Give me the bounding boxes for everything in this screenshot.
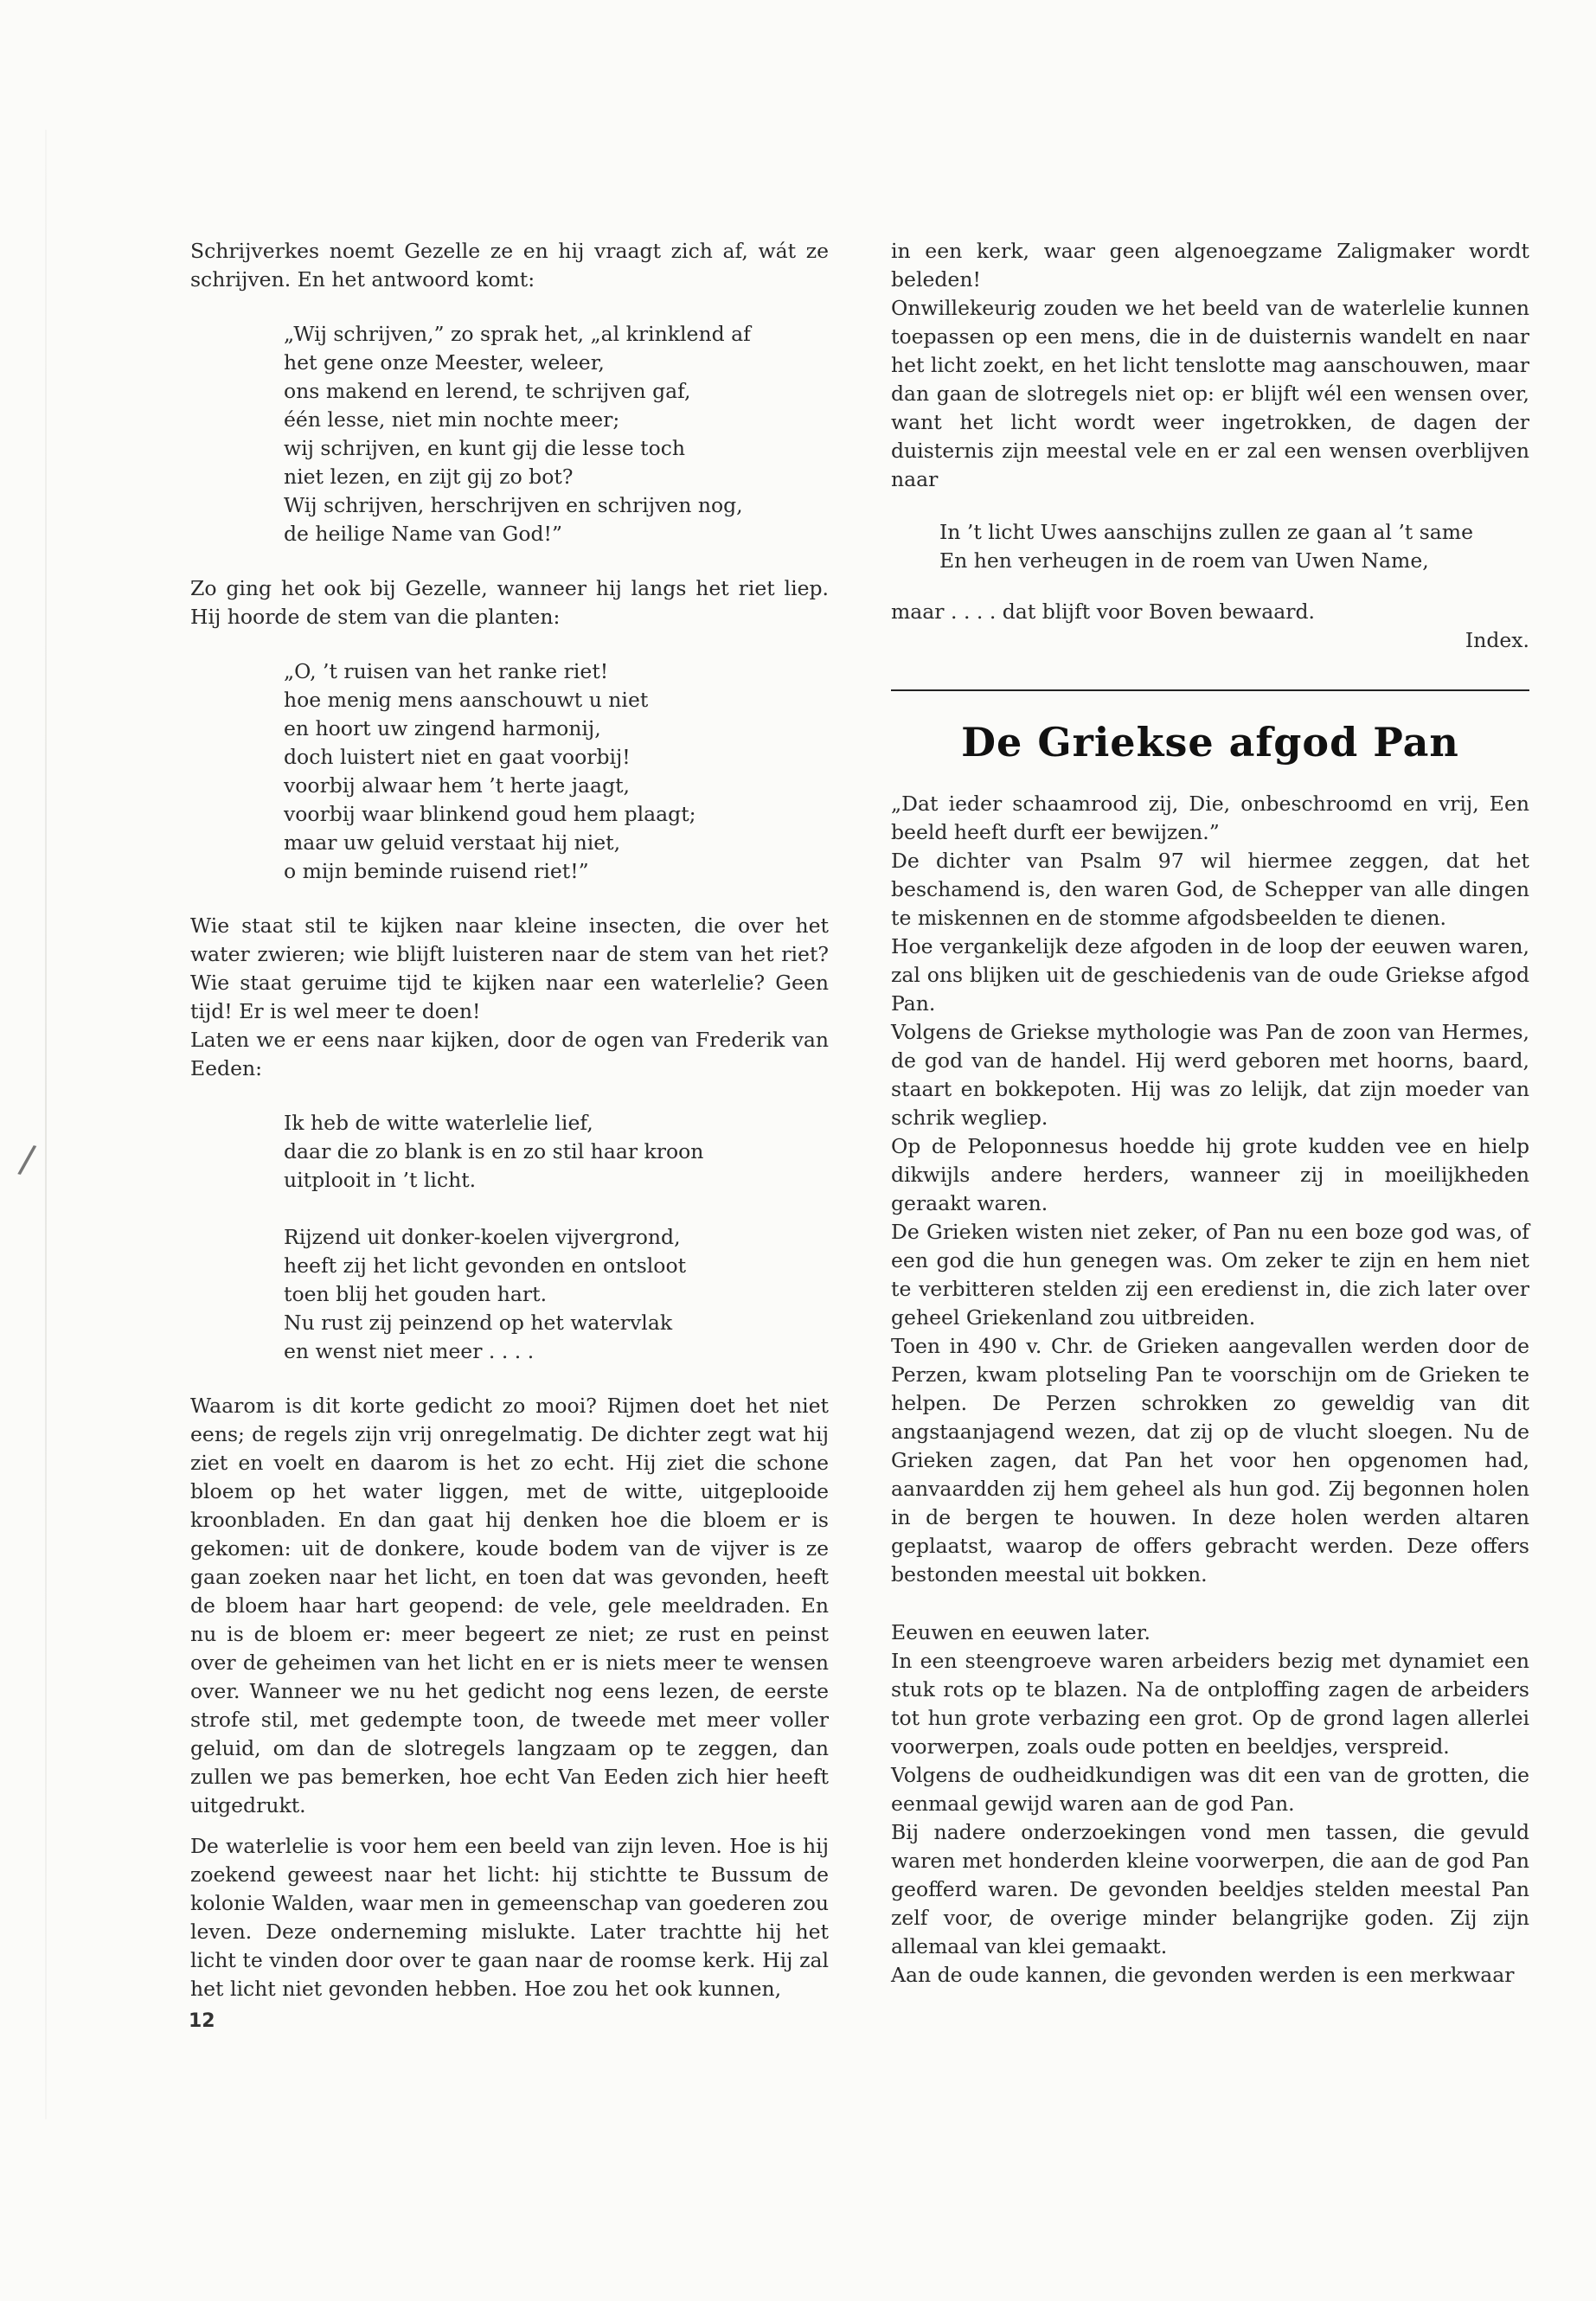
poem-line: de heilige Name van God!” — [284, 522, 562, 546]
poem-line: toen blij het gouden hart. — [284, 1282, 548, 1306]
left-column — [190, 237, 829, 2003]
article-paragraph: „Dat ieder schaamrood zij, Die, onbeschroomd en vrij, Een beeld heeft durft eer bewijzen.” — [891, 792, 1529, 844]
gezelle-poem-riet — [284, 657, 829, 886]
paragraph-analysis: Waarom is dit korte gedicht zo mooi? Rijmen doet het niet eens; de regels zijn vrij onregelmatig. De dichter zegt wat hij ziet en voelt en daarom is het zo echt. Hij ziet die schone bloem op het water liggen, met de witte, uitgeplooide kroonbladen. En dan gaat hij denken hoe die bloem er is gekomen: uit de donkere, koude bodem van de vijver is ze gaan zoeken naar het licht, en toen dat was gevonden, heeft de bloem haar hart geopend: de vele, gele meeldraden. En nu is de bloem er: meer begeert ze niet; ze rust en peinst over de geheimen van het licht en er is niets meer te wensen over. Wanneer we nu het gedicht nog eens lezen, de eerste strofe stil, met gedempte toon, de tweede met meer voller geluid, om dan de slotregels langzaam op te zeggen, dan zullen we pas bemerken, hoe echt Van Eeden zich hier heeft uitgedrukt. — [190, 1394, 829, 1817]
margin-pencil-mark: / — [16, 1137, 38, 1183]
poem-line: doch luistert niet en gaat voorbij! — [284, 745, 631, 769]
poem-line: en wenst niet meer . . . . — [284, 1339, 535, 1363]
article-paragraph: Toen in 490 v. Chr. de Grieken aangevallen werden door de Perzen, kwam plotseling Pan te voorschijn om de Grieken te helpen. De Perzen schrokken zo geweldig van dit angstaanjagend wezen, dat zij op de vlucht sloegen. Nu de Grieken zagen, dat Pan het voor hen opgenomen had, aanvaardden zij hem geheel als hun god. Zij begonnen holen in de bergen te houwen. In deze holen werden altaren geplaatst, waarop de offers gebracht werden. Deze offers bestonden meestal uit bokken. — [891, 1334, 1529, 1586]
right-column — [891, 237, 1529, 1990]
poem-line: „O, ’t ruisen van het ranke riet! — [284, 659, 609, 683]
article-body — [891, 790, 1529, 1990]
van-eeden-poem-waterlelie — [284, 1109, 829, 1366]
poem-line: wij schrijven, en kunt gij die lesse toch — [284, 436, 686, 460]
poem-line: Nu rust zij peinzend op het watervlak — [284, 1311, 673, 1335]
poem-line: hoe menig mens aanschouwt u niet — [284, 688, 649, 712]
paragraph-insecten: Wie staat stil te kijken naar kleine insecten, die over het water zwieren; wie blijft luisteren naar de stem van het riet? Wie staat geruime tijd te kijken naar een waterlelie? Geen tijd! Er is wel meer te doen! — [190, 913, 829, 1023]
poem-line: Ik heb de witte waterlelie lief, — [284, 1111, 593, 1135]
poem-line: uitplooit in ’t licht. — [284, 1168, 477, 1192]
psalm-quote — [939, 518, 1529, 575]
paragraph-boven: maar . . . . dat blijft voor Boven bewaard. — [891, 599, 1316, 624]
article-paragraph: De dichter van Psalm 97 wil hiermee zeggen, dat het beschamend is, den waren God, de Schepper van alle dingen te miskennen en de stomme afgodsbeelden te dienen. — [891, 849, 1529, 930]
poem-line: één lesse, niet min nochte meer; — [284, 407, 620, 432]
article-paragraph: Aan de oude kannen, die gevonden werden is een merkwaar — [891, 1963, 1515, 1987]
poem-line: ons makend en lerend, te schrijven gaf, — [284, 379, 691, 403]
poem-line: maar uw geluid verstaat hij niet, — [284, 830, 621, 855]
section-divider — [891, 689, 1529, 691]
article-paragraph: Eeuwen en eeuwen later. — [891, 1620, 1151, 1644]
poem-line: en hoort uw zingend harmonij, — [284, 716, 601, 740]
page-fold-shadow — [45, 130, 47, 2119]
poem-line: Wij schrijven, herschrijven en schrijven nog, — [284, 493, 743, 517]
paragraph-riet: Zo ging het ook bij Gezelle, wanneer hij langs het riet liep. Hij hoorde de stem van die planten: — [190, 576, 829, 629]
poem-line: In ’t licht Uwes aanschijns zullen ze gaan al ’t same — [939, 520, 1473, 544]
poem-line: En hen verheugen in de roem van Uwen Name, — [939, 548, 1429, 573]
poem-line: het gene onze Meester, weleer, — [284, 350, 605, 375]
poem-line: o mijn beminde ruisend riet!” — [284, 859, 589, 883]
poem-line: „Wij schrijven,” zo sprak het, „al krinklend af — [284, 322, 751, 346]
intro-paragraph: Schrijverkes noemt Gezelle ze en hij vraagt zich af, wát ze schrijven. En het antwoord komt: — [190, 239, 829, 292]
article-paragraph: Volgens de oudheidkundigen was dit een van de grotten, die eenmaal gewijd waren aan de god Pan. — [891, 1763, 1529, 1816]
article-title: De Griekse afgod Pan — [961, 719, 1459, 766]
poem-line: Rijzend uit donker-koelen vijvergrond, — [284, 1225, 681, 1249]
poem-line: voorbij alwaar hem ’t herte jaagt, — [284, 773, 631, 798]
article-paragraph: In een steengroeve waren arbeiders bezig met dynamiet een stuk rots op te blazen. Na de ontploffing zagen de arbeiders tot hun grote verbazing een grot. Op de grond lagen allerlei voorwerpen, zoals oude potten en beeldjes, verspreid. — [891, 1649, 1529, 1759]
poem-stanza-2 — [284, 1223, 829, 1366]
paragraph-kerk: in een kerk, waar geen algenoegzame Zaligmaker wordt beleden! — [891, 239, 1529, 292]
page-number: 12 — [189, 2010, 215, 2032]
author-signature: Index. — [1465, 628, 1529, 652]
gezelle-poem-schrijverkes — [284, 320, 829, 548]
poem-line: daar die zo blank is en zo stil haar kroon — [284, 1139, 704, 1163]
paragraph-onwillekeurig: Onwillekeurig zouden we het beeld van de waterlelie kunnen toepassen op een mens, die in de duisternis wandelt en naar het licht zoekt, en het licht tenslotte mag aanschouwen, maar dan gaan de slotregels niet op: er blijft wél een wensen over, want het licht wordt weer ingetrokken, de dagen der duisternis zijn meestal vele en er zal een wensen overblijven naar — [891, 296, 1529, 491]
article-paragraph: Volgens de Griekse mythologie was Pan de zoon van Hermes, de god van de handel. Hij werd geboren met hoorns, baard, staart en bokkepoten. Hij was zo lelijk, dat zijn moeder van schrik wegliep. — [891, 1020, 1529, 1130]
poem-line: niet lezen, en zijt gij zo bot? — [284, 465, 574, 489]
article-paragraph: Op de Peloponnesus hoedde hij grote kudden vee en hielp dikwijls andere herders, wanneer zij in moeilijkheden geraakt waren. — [891, 1134, 1529, 1215]
article-paragraph: De Grieken wisten niet zeker, of Pan nu een boze god was, of een god die hun genegen was. Om zeker te zijn en hem niet te verbitteren stelden zij een eredienst in, die zich later over geheel Griekenland zou uitbreiden. — [891, 1220, 1529, 1330]
poem-line: heeft zij het licht gevonden en ontsloot — [284, 1253, 687, 1278]
paragraph-waterlelie-leven: De waterlelie is voor hem een beeld van zijn leven. Hoe is hij zoekend geweest naar het licht: hij stichtte te Bussum de kolonie Walden, waar men in gemeenschap van goederen zou leven. Deze onderneming mislukte. Later trachtte hij het licht te vinden door over te gaan naar de roomse kerk. Hij zal het licht niet gevonden hebben. Hoe zou het ook kunnen, — [190, 1834, 829, 2001]
poem-line: voorbij waar blinkend goud hem plaagt; — [284, 802, 696, 826]
paragraph-van-eeden-intro: Laten we er eens naar kijken, door de ogen van Frederik van Eeden: — [190, 1028, 829, 1080]
article-paragraph: Hoe vergankelijk deze afgoden in de loop der eeuwen waren, zal ons blijken uit de geschiedenis van de oude Griekse afgod Pan. — [891, 934, 1529, 1016]
article-paragraph: Bij nadere onderzoekingen vond men tassen, die gevuld waren met honderden kleine voorwerpen, die aan de god Pan geofferd waren. De gevonden beeldjes stelden meestal Pan zelf voor, de overige minder belangrijke goden. Zij zijn allemaal van klei gemaakt. — [891, 1820, 1529, 1958]
poem-stanza-1 — [284, 1109, 829, 1195]
